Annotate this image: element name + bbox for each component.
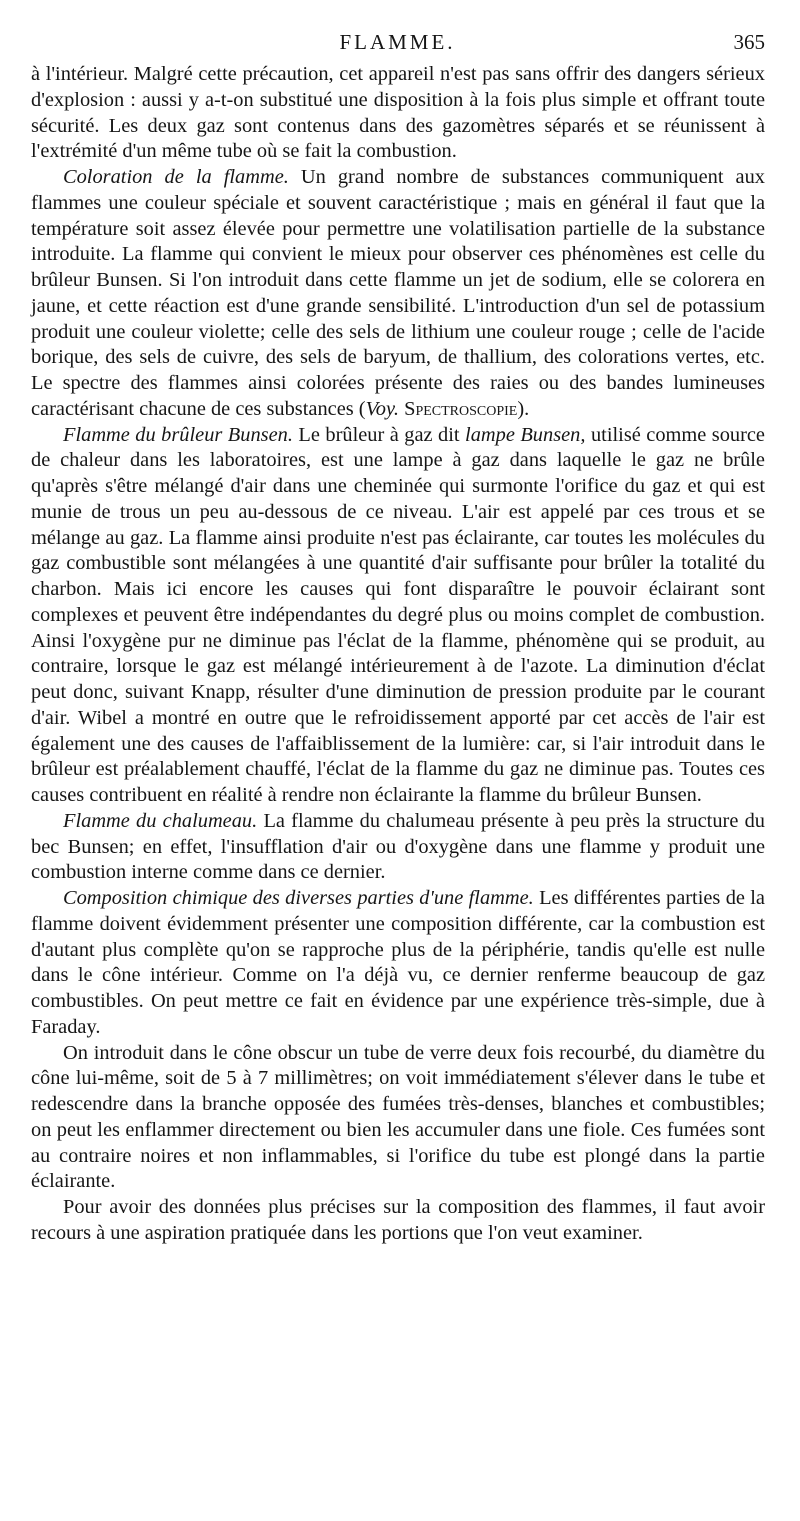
cross-reference-italic: Voy. — [365, 397, 399, 420]
cross-reference-close: ). — [517, 397, 530, 420]
section-heading: Coloration de la flamme. — [63, 166, 289, 188]
page-header-title: FLAMME. — [339, 30, 456, 54]
paragraph-coloration — [31, 165, 765, 423]
section-heading: Flamme du brûleur Bunsen. — [63, 423, 293, 446]
paragraph-text: Pour avoir des données plus précises sur la composition des flammes, il faut avoir recours à une aspiration pratiquée dans les portions que l'on veut examiner. — [31, 1196, 765, 1244]
page-number: 365 — [733, 30, 765, 54]
paragraph-bunsen — [31, 423, 765, 809]
paragraph-text: Le brûleur à gaz dit — [292, 423, 466, 446]
paragraph-text: à l'intérieur. Malgré cette précaution, cet appareil n'est pas sans offrir des dangers sérieux d'explosion : aussi y a-t-on substitué une disposition à la fois plus simple et offrant toute sécurité. Les deux gaz sont contenus dans des gazomètres séparés et se réunissent à l'extrémité d'un même tube où se fait la combustion. — [31, 63, 765, 163]
paragraph-text: Un grand nombre de substances communiquent aux flammes une couleur spéciale et souvent caractéristique ; mais en général il faut que la température soit assez élevée pour permettre une volatilisation partielle de la substance introduite. La flamme qui convient le mieux pour observer ces phénomènes est celle du brûleur Bunsen. Si l'on introduit dans cette flamme un jet de sodium, elle se colorera en jaune, et cette réaction est d'une grande sensibilité. L'introduction d'un sel de potassium produit une couleur violette; celle des sels de lithium une couleur rouge ; celle de l'acide borique, des sels de cuivre, des sels de baryum, de thallium, des colorations vertes, etc. Le spectre des flammes ainsi colorées présente des raies ou des bandes lumineuses caractérisant chacune de ces substances ( — [31, 166, 765, 420]
paragraph-text: Les différentes parties de la flamme doivent évidemment présenter une composition différente, car la combustion est d'autant plus complète qu'on se rapproche plus de la périphérie, tandis qu'elle est nulle dans le cône intérieur. Comme on l'a déjà vu, ce dernier renferme beaucoup de gaz combustibles. On peut mettre ce fait en évidence par une expérience très-simple, due à Faraday. — [31, 887, 765, 1038]
body-text — [31, 62, 765, 1247]
section-heading: Flamme du chalumeau. — [63, 809, 258, 832]
paragraph-experiment — [31, 1041, 765, 1196]
paragraph-aspiration — [31, 1195, 765, 1247]
paragraph-composition — [31, 886, 765, 1041]
italic-term: lampe Bunsen, — [465, 423, 586, 446]
paragraph-continuation — [31, 62, 765, 165]
paragraph-chalumeau — [31, 809, 765, 886]
running-head — [30, 28, 765, 58]
section-heading: Composition chimique des diverses parties d'une flamme. — [63, 887, 534, 909]
paragraph-text: La flamme du chalumeau présente à peu près la structure du bec Bunsen; en effet, l'insufflation d'air ou d'oxygène dans une flamme y produit une combustion interne comme dans ce dernier. — [31, 809, 765, 884]
paragraph-text: On introduit dans le cône obscur un tube de verre deux fois recourbé, du diamètre du cône lui-même, soit de 5 à 7 millimètres; on voit immédiatement s'élever dans le tube et redescendre dans la branche opposée des fumées très-denses, blanches et combustibles; on peut les enflammer directement ou bien les accumuler dans une fiole. Ces fumées sont au contraire noires et non inflammables, si l'orifice du tube est plongé dans la partie éclairante. — [31, 1041, 765, 1193]
cross-reference-term: Spectroscopie — [399, 397, 518, 420]
paragraph-text: utilisé comme source de chaleur dans les laboratoires, est une lampe à gaz dans laquelle le gaz ne brûle qu'après s'être mélangé d'air dans une cheminée qui surmonte l'orifice du gaz et qui est munie de trous un peu au-dessous de ce niveau. L'air est appelé par ces trous et se mélange au gaz. La flamme ainsi produite n'est pas éclairante, car toutes les molécules du gaz combustible sont mélangées à une quantité d'air suffisante pour brûler la totalité du charbon. Mais ici encore les causes qui font disparaître le pouvoir éclairant sont complexes et peuvent être indépendantes du degré plus ou moins complet de combustion. Ainsi l'oxygène pur ne diminue pas l'éclat de la flamme, phénomène qui se produit, au contraire, lorsque le gaz est mélangé intérieurement à de l'azote. La diminution d'éclat peut donc, suivant Knapp, résulter d'une diminution de pression produite par le courant d'air. Wibel a montré en outre que le refroidissement apporté par cet accès de l'air est également une des causes de l'affaiblissement de la lumière: car, si l'air introduit dans le brûleur est préalablement chauffé, l'éclat de la flamme du gaz ne diminue pas. Toutes ces causes contribuent en réalité à rendre non éclairante la flamme du brûleur Bunsen. — [31, 423, 765, 806]
